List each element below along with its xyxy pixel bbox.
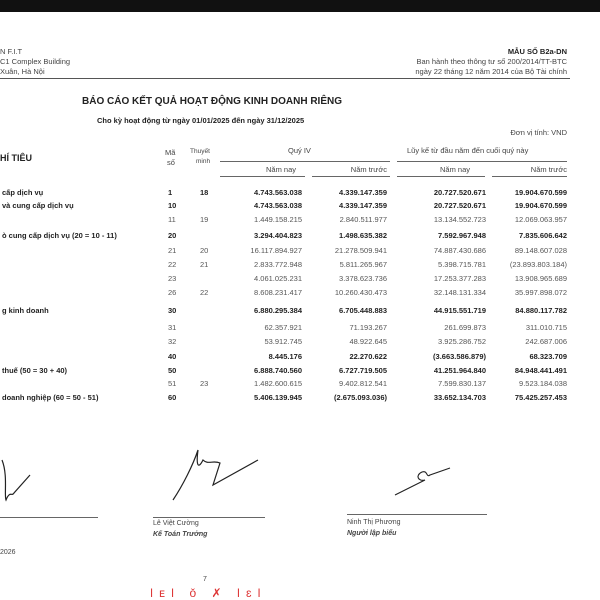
chief-title: Kế Toán Trưởng (153, 531, 208, 538)
table-row (0, 337, 600, 349)
table-row (0, 188, 600, 200)
row-label: g kinh doanh (2, 306, 49, 315)
table-row (0, 323, 600, 335)
q4-this-year-value: 6.888.740.560 (254, 366, 302, 375)
q4-this-year-value: 5.406.139.945 (254, 393, 302, 402)
company-address: C1 Complex Building (0, 57, 71, 66)
row-code: 31 (168, 323, 177, 332)
row-code: 21 (168, 246, 177, 255)
sign-line-director (0, 517, 98, 518)
col-rule-1 (220, 176, 305, 177)
q4-this-year-value: 4.743.563.038 (254, 201, 302, 210)
ytd-prev-year-value: 242.687.006 (525, 337, 567, 346)
q4-prev-year-value: 10.260.430.473 (334, 288, 387, 297)
note-header-1: Thuyết (190, 148, 210, 155)
ytd-prev-year-value: 84.948.441.491 (514, 366, 567, 375)
signature-director (0, 455, 40, 505)
col-rule-4 (492, 176, 567, 177)
q4-prev-year-value: 22.270.622 (349, 352, 387, 361)
ytd-prev-year-value: 13.908.965.689 (514, 274, 567, 283)
q4-prev-year-value: 1.498.635.382 (339, 231, 387, 240)
row-code: 10 (168, 201, 177, 210)
ytd-prev-year-value: 84.880.117.782 (515, 306, 567, 315)
preparer-name: Ninh Thị Phương (347, 519, 401, 526)
q4-prev-year-value: 9.402.812.541 (339, 379, 387, 388)
ytd-prev-year-value: 35.997.898.072 (514, 288, 567, 297)
table-row (0, 393, 600, 405)
ytd-prev-year-value: 7.835.606.642 (519, 231, 567, 240)
row-note: 22 (200, 288, 209, 297)
table-row (0, 215, 600, 227)
row-note: 19 (200, 215, 209, 224)
note-header-2: minh (196, 158, 211, 165)
ytd-this-year-value: 74.887.430.686 (433, 246, 486, 255)
row-note: 20 (200, 246, 209, 255)
table-row (0, 352, 600, 364)
col-rule-2 (312, 176, 390, 177)
row-label: thuế (50 = 30 + 40) (2, 366, 68, 375)
signature-preparer (390, 460, 460, 500)
code-header-1: Mã (165, 148, 176, 157)
row-note: 18 (200, 188, 209, 197)
row-label: và cung cấp dịch vụ (2, 201, 74, 210)
q4-prev-year-value: 5.811.265.967 (339, 260, 387, 269)
table-row (0, 306, 600, 318)
form-issued: Ban hành theo thông tư số 200/2014/TT-BTC (416, 57, 567, 66)
table-row (0, 201, 600, 213)
q4-this-year-value: 8.608.231.417 (254, 288, 302, 297)
form-date: ngày 22 tháng 12 năm 2014 của Bộ Tài chính (415, 67, 567, 76)
company-city: Xuân, Hà Nội (0, 67, 45, 76)
red-stamp: ǀᴇǀ ǒ ✗ ǀɛǀ (150, 586, 267, 600)
q4-header: Quý IV (288, 146, 311, 155)
preparer-title: Người lập biểu (347, 530, 397, 537)
unit-label: Đơn vị tính: VND (510, 128, 567, 137)
q4-prev-year: Năm trước (350, 165, 387, 174)
ytd-this-year-value: 7.599.830.137 (438, 379, 486, 388)
sign-date: 2026 (0, 549, 16, 556)
row-note: 23 (200, 379, 209, 388)
q4-this-year-value: 16.117.894.927 (250, 246, 302, 255)
table-row (0, 231, 600, 243)
q4-this-year-value: 4.061.025.231 (254, 274, 302, 283)
chief-name: Lê Việt Cường (153, 520, 199, 527)
row-code: 30 (168, 306, 177, 315)
q4-prev-year-value: 4.339.147.359 (339, 188, 387, 197)
q4-this-year-value: 1.449.158.215 (254, 215, 302, 224)
row-note: 21 (200, 260, 209, 269)
row-code: 23 (168, 274, 177, 283)
table-row (0, 260, 600, 272)
ytd-this-year-value: 20.727.520.671 (433, 188, 486, 197)
ytd-prev-year-value: 19.904.670.599 (514, 188, 567, 197)
q4-this-year-value: 3.294.404.823 (254, 231, 302, 240)
sign-line-preparer (347, 514, 487, 515)
row-code: 32 (168, 337, 177, 346)
ytd-prev-year-value: 75.425.257.453 (514, 393, 567, 402)
row-code: 40 (168, 352, 177, 361)
q4-prev-year-value: 6.705.448.883 (339, 306, 387, 315)
ytd-this-year-value: 41.251.964.840 (433, 366, 486, 375)
q4-this-year-value: 53.912.745 (264, 337, 302, 346)
ytd-this-year-value: 261.699.873 (444, 323, 486, 332)
row-code: 22 (168, 260, 177, 269)
row-code: 26 (168, 288, 177, 297)
row-code: 11 (168, 215, 176, 224)
q4-this-year-value: 6.880.295.384 (254, 306, 302, 315)
col-rule-3 (397, 176, 485, 177)
ytd-prev-year-value: 311.010.715 (525, 323, 567, 332)
ytd-this-year-value: 17.253.377.283 (433, 274, 486, 283)
ytd-prev-year-value: 9.523.184.038 (519, 379, 567, 388)
q4-prev-year-value: (2.675.093.036) (334, 393, 387, 402)
q4-this-year-value: 1.482.600.615 (254, 379, 302, 388)
table-row (0, 274, 600, 286)
q4-prev-year-value: 48.922.645 (349, 337, 387, 346)
row-code: 60 (168, 393, 177, 402)
ytd-this-year: Năm nay (440, 165, 471, 174)
ytd-prev-year: Năm trước (530, 165, 567, 174)
row-code: 1 (168, 188, 173, 197)
ytd-this-year-value: 5.398.715.781 (438, 260, 486, 269)
table-row (0, 366, 600, 378)
company-name: N F.I.T (0, 47, 23, 56)
q4-prev-year-value: 2.840.511.977 (339, 215, 387, 224)
report-period: Cho kỳ hoạt động từ ngày 01/01/2025 đến ngày 31/12/2025 (97, 116, 305, 125)
indicator-header: HÍ TIÊU (0, 153, 33, 163)
page-number: 7 (203, 576, 207, 583)
ytd-header: Lũy kế từ đầu năm đến cuối quý này (407, 146, 529, 155)
row-code: 50 (168, 366, 177, 375)
ytd-this-year-value: 13.134.552.723 (433, 215, 486, 224)
q4-this-year-value: 62.357.921 (264, 323, 302, 332)
ytd-prev-year-value: 89.148.607.028 (514, 246, 567, 255)
ytd-this-year-value: 32.148.131.334 (433, 288, 486, 297)
ytd-prev-year-value: 19.904.670.599 (514, 201, 567, 210)
ytd-this-year-value: 44.915.551.719 (433, 306, 486, 315)
q4-prev-year-value: 3.378.623.736 (339, 274, 387, 283)
top-bar (0, 0, 600, 12)
report-title: BÁO CÁO KẾT QUẢ HOẠT ĐỘNG KINH DOANH RIÊNG (82, 96, 342, 107)
header-divider (0, 78, 570, 79)
ytd-this-year-value: 3.925.286.752 (438, 337, 486, 346)
row-label: doanh nghiệp (60 = 50 - 51) (2, 393, 99, 402)
q4-this-year-value: 4.743.563.038 (254, 188, 302, 197)
ytd-this-year-value: (3.663.586.879) (433, 352, 486, 361)
q4-prev-year-value: 4.339.147.359 (339, 201, 387, 210)
ytd-this-year-value: 7.592.967.948 (438, 231, 486, 240)
q4-prev-year-value: 71.193.267 (349, 323, 387, 332)
ytd-prev-year-value: 12.069.063.957 (514, 215, 567, 224)
sign-line-chief (153, 517, 265, 518)
q4-this-year: Năm nay (266, 165, 297, 174)
form-code: MẪU SỐ B2a-DN (507, 47, 567, 56)
row-label: cấp dịch vụ (2, 188, 44, 197)
code-header-2: số (167, 158, 175, 167)
ytd-this-year-value: 33.652.134.703 (433, 393, 486, 402)
signature-chief-accountant (168, 445, 268, 505)
ytd-this-year-value: 20.727.520.671 (433, 201, 486, 210)
q4-this-year-value: 2.833.772.948 (254, 260, 302, 269)
q4-this-year-value: 8.445.176 (268, 352, 302, 361)
ytd-prev-year-value: 68.323.709 (529, 352, 567, 361)
table-row (0, 379, 600, 391)
q4-prev-year-value: 21.278.509.941 (334, 246, 387, 255)
ytd-prev-year-value: (23.893.803.184) (509, 260, 567, 269)
table-row (0, 288, 600, 300)
q4-prev-year-value: 6.727.719.505 (339, 366, 387, 375)
ytd-divider (397, 161, 567, 162)
table-row (0, 246, 600, 258)
row-label: ò cung cấp dịch vụ (20 = 10 - 11) (2, 231, 117, 240)
q4-divider (220, 161, 390, 162)
row-code: 20 (168, 231, 177, 240)
row-code: 51 (168, 379, 177, 388)
